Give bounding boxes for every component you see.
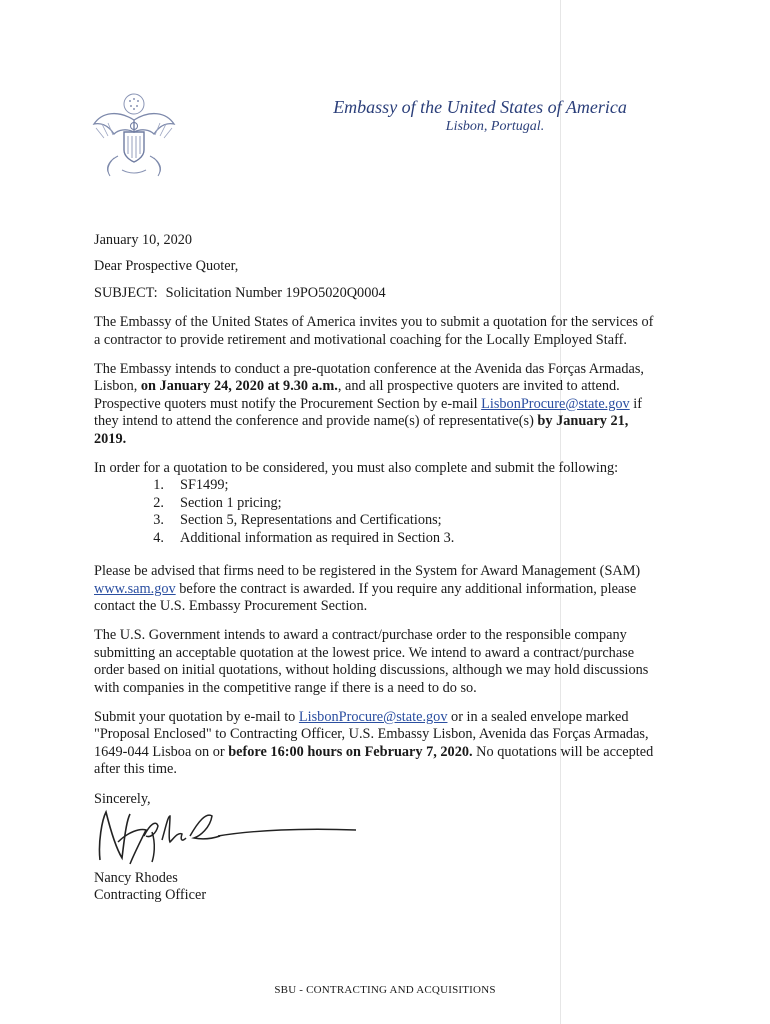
paragraph-award: The U.S. Government intends to award a contract/purchase order to the responsible company submitting an acceptable quotation at the lowest price. We intend to award a contract/purchase order based on initial quotations, without holding discussions, although we may hold discussions with companies in the competitive range if there is a need to do so. — [94, 627, 649, 696]
paragraph-submission — [94, 709, 654, 779]
subject-text: Solicitation Number 19PO5020Q0004 — [165, 284, 386, 301]
paragraph-conference — [94, 361, 654, 448]
submission-text-a: Submit your quotation by e-mail to — [94, 708, 299, 725]
list-item-text: Additional information as required in Section 3. — [180, 529, 455, 546]
conference-text-c: , and all prospective quoters are invited to attend. Prospective quoters must notify the Procurement Section by e-mail — [94, 378, 620, 412]
signer-name: Nancy Rhodes — [94, 869, 178, 886]
submission-text-d: No quotations will be accepted after this time. — [94, 743, 654, 778]
salutation: Dear Prospective Quoter, — [94, 258, 239, 275]
list-item-text: Section 5, Representations and Certifications; — [180, 512, 442, 529]
letter-date: January 10, 2020 — [94, 232, 193, 248]
subject-line — [94, 285, 654, 302]
letterhead-title: Embassy of the United States of America — [333, 97, 627, 117]
letter-body — [94, 232, 654, 905]
conference-text-d: if they intend to attend the conference and provide name(s) of representative(s) — [94, 395, 643, 430]
list-item — [94, 530, 654, 547]
signature-block — [94, 808, 654, 870]
sam-text-a: Please be advised that firms need to be registered in the System for Award Management (SAM) — [94, 563, 641, 580]
paragraph-invitation: The Embassy of the United States of America invites you to submit a quotation for the services of a contractor to provide retirement and motivational coaching for the Locally Employed Staff. — [94, 314, 654, 348]
signer-title: Contracting Officer — [94, 887, 207, 904]
procurement-email-link[interactable]: LisbonProcure@state.gov — [481, 395, 630, 412]
submission-email-link[interactable]: LisbonProcure@state.gov — [298, 708, 448, 725]
submission-text-b: or in a sealed envelope marked "Proposal Enclosed" to Contracting Officer, U.S. Embassy Lisbon, Avenida das Forças Armadas, 1649-044 Lisboa on or — [94, 708, 649, 760]
conference-text-a: The Embassy intends to conduct a pre-quotation conference at the Avenida das Forças Armadas, Lisbon, — [94, 361, 644, 395]
list-item-text: SF1499; — [180, 477, 229, 494]
sam-text-b: before the contract is awarded. If you require any additional information, please contact the U.S. Embassy Procurement Section. — [94, 580, 637, 614]
requirements-list — [94, 477, 654, 547]
letterhead — [330, 96, 630, 135]
closing: Sincerely, — [94, 790, 151, 807]
us-embassy-seal-icon — [88, 90, 180, 182]
subject-label: SUBJECT: — [94, 284, 158, 301]
footer-classification: SBU - CONTRACTING AND ACQUISITIONS — [274, 984, 496, 996]
sam-gov-link[interactable]: www.sam.gov — [94, 580, 176, 597]
list-item — [94, 477, 654, 494]
conference-deadline: by January 21, 2019. — [94, 413, 629, 447]
list-item-text: Section 1 pricing; — [180, 494, 282, 511]
handwritten-signature-icon — [94, 802, 364, 872]
submission-deadline: before 16:00 hours on February 7, 2020. — [228, 743, 473, 760]
conference-date: on January 24, 2020 at 9.30 a.m. — [140, 378, 338, 395]
list-item — [94, 512, 654, 529]
letterhead-subtitle: Lisbon, Portugal. — [445, 119, 545, 134]
paragraph-sam-registration — [94, 563, 654, 615]
paragraph-requirements-intro: In order for a quotation to be considered, you must also complete and submit the following: — [94, 460, 619, 477]
list-item-number: 1. — [153, 477, 164, 494]
list-item-number: 3. — [153, 512, 164, 529]
list-item — [94, 495, 654, 512]
list-item-number: 2. — [153, 494, 164, 511]
list-item-number: 4. — [153, 529, 164, 546]
